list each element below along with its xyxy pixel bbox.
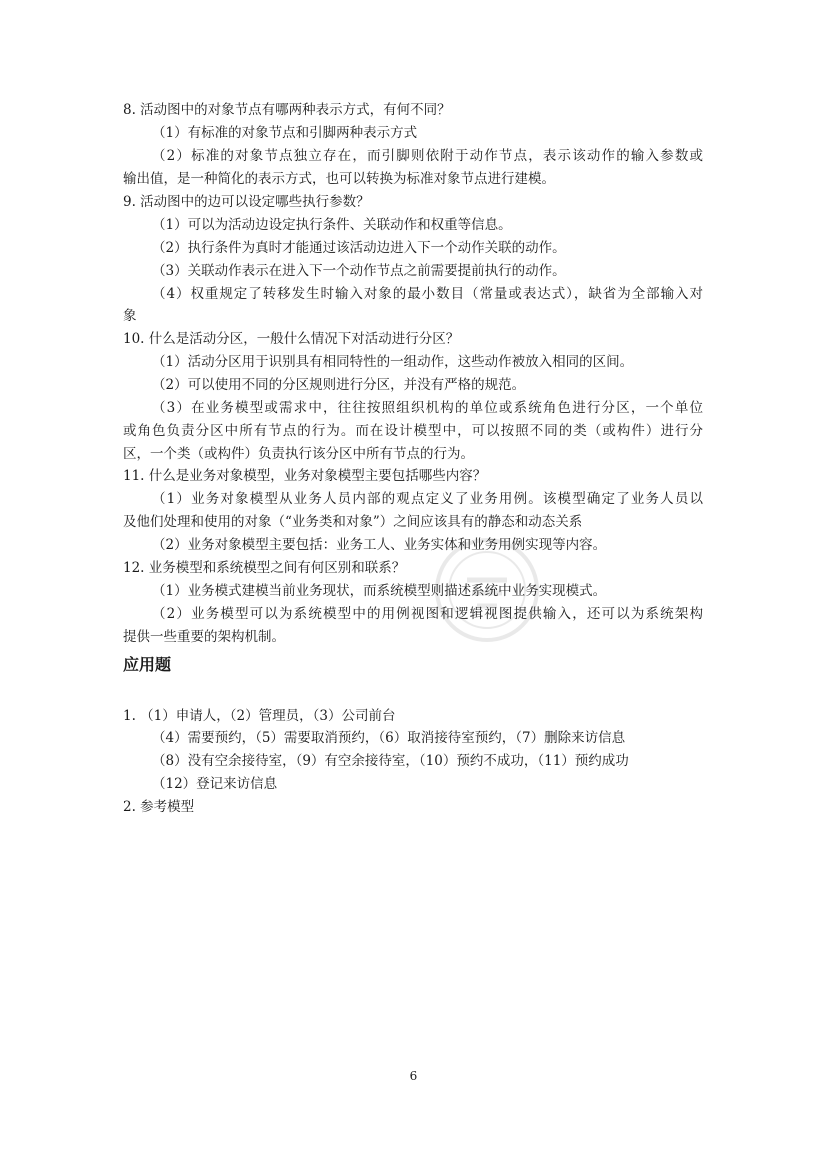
- answer-10-2: （2）可以使用不同的分区规则进行分区，并没有严格的规范。: [152, 377, 526, 393]
- answer-10-3-line2: 或角色负责分区中所有节点的行为。而在设计模型中，可以按照不同的类（或构件）进行分: [123, 423, 703, 439]
- app-1-line4: （12）登记来访信息: [152, 776, 278, 792]
- answer-10-1: （1）活动分区用于识别具有相同特性的一组动作，这些动作被放入相同的区间。: [152, 354, 634, 370]
- app-1-line1: 1. （1）申请人，（2）管理员，（3）公司前台: [123, 708, 396, 724]
- question-10: 10. 什么是活动分区，一般什么情况下对活动进行分区？: [123, 331, 460, 347]
- answer-9-4-line1: （4）权重规定了转移发生时输入对象的最小数目（常量或表达式），缺省为全部输入对: [152, 286, 703, 302]
- answer-10-3-line1: （3）在业务模型或需求中，往往按照组织机构的单位或系统角色进行分区，一个单位: [152, 400, 703, 416]
- answer-12-1: （1）业务模式建模当前业务现状，而系统模型则描述系统中业务实现模式。: [152, 583, 607, 599]
- page-number: 6: [409, 1069, 418, 1083]
- answer-8-2-line1: （2）标准的对象节点独立存在，而引脚则依附于动作节点，表示该动作的输入参数或: [152, 148, 703, 164]
- question-11: 11. 什么是业务对象模型，业务对象模型主要包括哪些内容？: [123, 468, 487, 484]
- answer-8-2-line2: 输出值，是一种简化的表示方式，也可以转换为标准对象节点进行建模。: [123, 171, 555, 187]
- answer-9-4-line2: 象: [123, 308, 137, 324]
- answer-9-3: （3）关联动作表示在进入下一个动作节点之前需要提前执行的动作。: [152, 263, 566, 279]
- answer-9-1: （1）可以为活动边设定执行条件、关联动作和权重等信息。: [152, 217, 512, 233]
- answer-12-2-line1: （2）业务模型可以为系统模型中的用例视图和逻辑视图提供输入，还可以为系统架构: [152, 606, 703, 622]
- app-1-line2: （4）需要预约，（5）需要取消预约，（6）取消接待室预约，（7）删除来访信息: [152, 730, 626, 746]
- app-2-line1: 2. 参考模型: [123, 799, 195, 815]
- answer-12-2-line2: 提供一些重要的架构机制。: [123, 629, 285, 645]
- question-12: 12. 业务模型和系统模型之间有何区别和联系？: [123, 560, 406, 576]
- answer-8-1: （1）有标准的对象节点和引脚两种表示方式: [152, 125, 418, 141]
- answer-10-3-line3: 区，一个类（或构件）负责执行该分区中所有节点的行为。: [123, 446, 474, 462]
- answer-11-2: （2）业务对象模型主要包括：业务工人、业务实体和业务用例实现等内容。: [152, 537, 607, 553]
- answer-11-1-line2: 及他们处理和使用的对象（“业务类和对象”）之间应该具有的静态和动态关系: [123, 514, 583, 530]
- question-9: 9. 活动图中的边可以设定哪些执行参数？: [123, 194, 370, 210]
- answer-9-2: （2）执行条件为真时才能通过该活动边进入下一个动作关联的动作。: [152, 240, 566, 256]
- app-1-line3: （8）没有空余接待室，（9）有空余接待室，（10）预约不成功，（11）预约成功: [152, 753, 629, 769]
- section-title-application: 应用题: [123, 655, 172, 674]
- watermark-seal-icon: [432, 535, 542, 645]
- answer-11-1-line1: （1）业务对象模型从业务人员内部的观点定义了业务用例。该模型确定了业务人员以: [152, 491, 703, 507]
- question-8: 8. 活动图中的对象节点有哪两种表示方式，有何不同？: [123, 102, 451, 118]
